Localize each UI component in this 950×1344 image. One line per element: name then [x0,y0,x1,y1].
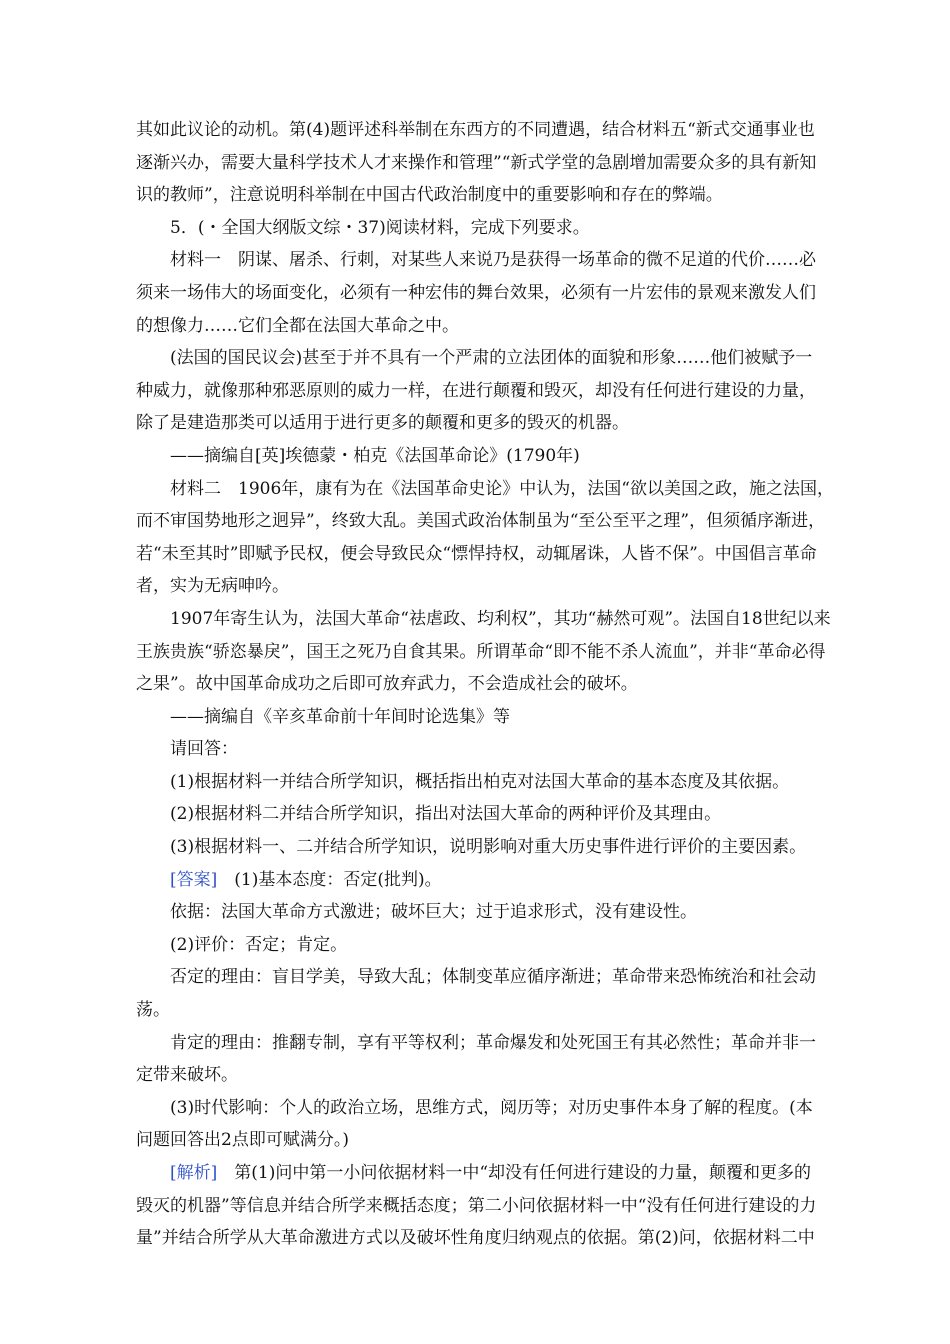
document-body [136,114,834,1255]
answer-line: (2)评价：否定；肯定。 [170,934,348,955]
material-line: 材料一 阴谋、屠杀、行刺，对某些人来说乃是获得一场革命的微不足道的代价……必 [170,250,816,271]
material-line: 材料二 1906年，康有为在《法国革命史论》中认为，法国“欲以美国之政，施之法国， [170,478,834,499]
paragraph-line: 其如此议论的动机。第(4)题评述科举制在东西方的不同遭遇，结合材料五“新式交通事业也 [136,120,815,140]
answer-line: 否定的理由：盲目学美，导致大乱；体制变革应循序渐进；革命带来恐怖统治和社会动 [170,967,816,988]
analysis-line: 毁灭的机器”等信息并结合所学来概括态度；第二小问依据材料一中“没有任何进行建设的力 [136,1195,817,1216]
material-line: (法国的国民议会)甚至于并不具有一个严肃的立法团体的面貌和形象……他们被赋予一 [170,348,813,369]
material-line: 王族贵族“骄恣暴戾”，国王之死乃自食其果。所谓革命“即不能不杀人流血”，并非“革命必得 [136,641,826,662]
material-line: 种威力，就像那种邪恶原则的威力一样，在进行颠覆和毁灭，却没有任何进行建设的力量， [136,380,816,401]
material-line: 者，实为无病呻吟。 [136,576,289,597]
source-citation: ——摘编自《辛亥革命前十年间时论选集》等 [170,706,510,727]
source-citation: ——摘编自[英]埃德蒙・柏克《法国革命论》(1790年) [170,445,580,466]
answer-tag: [答案] [170,869,218,890]
material-line: 的想像力……它们全都在法国大革命之中。 [136,315,459,336]
answer-line: (3)时代影响：个人的政治立场，思维方式，阅历等；对历史事件本身了解的程度。(本 [170,1097,813,1118]
analysis-tag: [解析] [170,1163,218,1183]
question-item: (3)根据材料一、二并结合所学知识，说明影响对重大历史事件进行评价的主要因素。 [170,837,807,858]
ask-label: 请回答： [170,739,238,760]
analysis-line: 量”并结合所学从大革命激进方式以及破坏性角度归纳观点的依据。第(2)问，依据材料二中 [136,1228,815,1249]
answer-line: 定带来破坏。 [136,1065,238,1086]
answer-line: 肯定的理由：推翻专制，享有平等权利；革命爆发和处死国王有其必然性；革命并非一 [170,1032,816,1053]
answer-line: 依据：法国大革命方式激进；破坏巨大；过于追求形式，没有建设性。 [170,902,697,923]
question-item: (2)根据材料二并结合所学知识，指出对法国大革命的两种评价及其理由。 [170,804,722,825]
question-header: 5．(・全国大纲版文综・37)阅读材料，完成下列要求。 [170,217,590,238]
analysis-text: 第(1)问中第一小问依据材料一中“却没有任何进行建设的力量，颠覆和更多的 [217,1163,812,1183]
answer-text: (1)基本态度：否定(批判)。 [217,869,442,890]
paragraph-line: 逐渐兴办，需要大量科学技术人才来操作和管理”“新式学堂的急剧增加需要众多的具有新知 [136,152,817,173]
material-line: 而不审国势地形之迥异”，终致大乱。美国式政治体制虽为“至公至平之理”，但须循序渐进， [136,511,826,532]
material-line: 1907年寄生认为，法国大革命“祛虐政、均利权”，其功“赫然可观”。法国自18世纪以来 [170,608,831,629]
answer-line: 荡。 [136,1000,170,1021]
answer-first-line [136,864,826,897]
material-line: 之果”。故中国革命成功之后即可放弃武力，不会造成社会的破坏。 [136,674,638,695]
answer-line: 问题回答出2点即可赋满分。) [136,1130,349,1151]
analysis-first-line [136,1157,826,1190]
material-line: 除了是建造那类可以适用于进行更多的颠覆和更多的毁灭的机器。 [136,413,629,434]
material-line: 若“未至其时”即赋予民权，便会导致民众“慓悍持权，动辄屠诛，人皆不保”。中国倡言革命 [136,543,817,564]
paragraph-line: 识的教师”，注意说明科举制在中国古代政治制度中的重要影响和存在的弊端。 [136,185,723,206]
material-line: 须来一场伟大的场面变化，必须有一种宏伟的舞台效果，必须有一片宏伟的景观来激发人们 [136,282,816,303]
question-item: (1)根据材料一并结合所学知识，概括指出柏克对法国大革命的基本态度及其依据。 [170,771,790,792]
